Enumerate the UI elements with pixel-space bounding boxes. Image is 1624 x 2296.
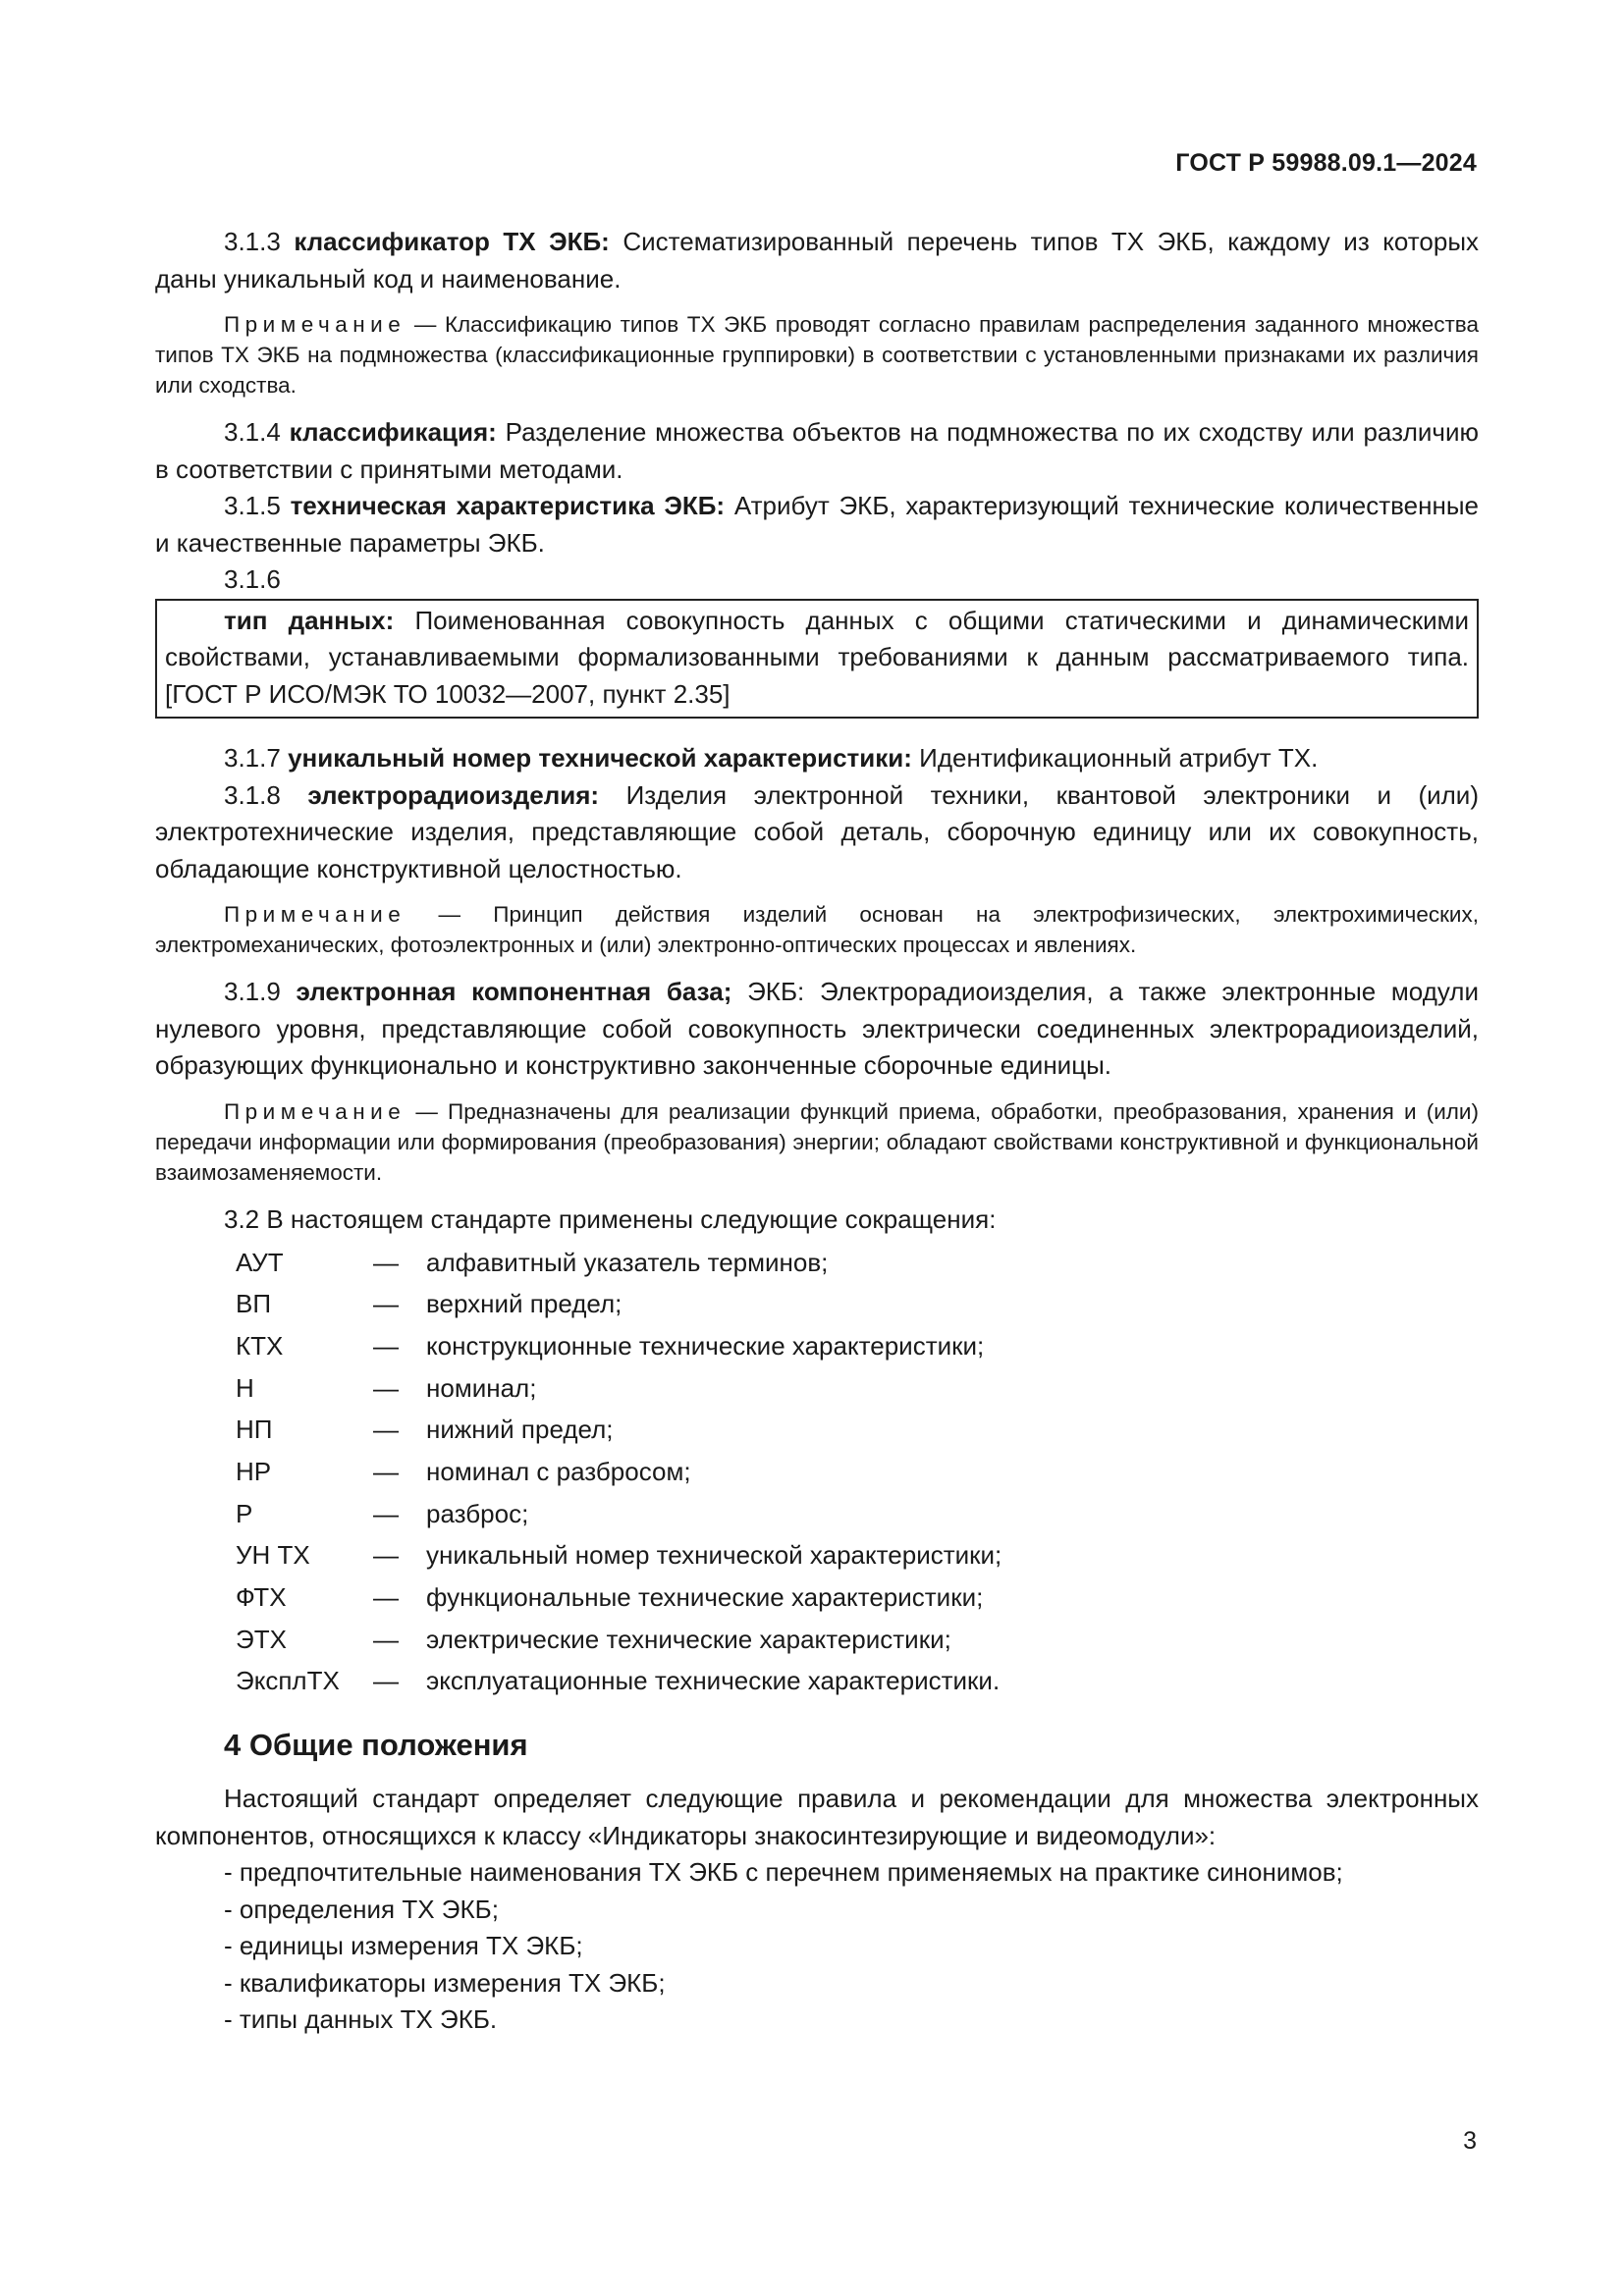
term: техническая характеристика ЭКБ: <box>290 491 726 520</box>
abbreviation-code: УН ТХ <box>236 1540 310 1571</box>
definition-text: Поименованная совокупность данных с общими статическими и динамическими свойствами, устанавливаемыми формализованными требованиями к данным рассматриваемого типа. [ГОСТ Р ИСО/МЭК ТО 10032—2007, пункт 2.35] <box>165 605 1469 709</box>
section-title: 4 Общие положения <box>224 1727 528 1762</box>
document-header: ГОСТ Р 59988.09.1—2024 <box>1175 149 1477 177</box>
term: электронная компонентная база; <box>296 977 732 1006</box>
abbreviation-code: ФТХ <box>236 1582 287 1613</box>
abbreviation-dash: — <box>373 1582 399 1613</box>
abbreviation-dash: — <box>373 1415 399 1445</box>
term: классификатор ТХ ЭКБ: <box>294 227 610 256</box>
list-item: - единицы измерения ТХ ЭКБ; <box>224 1931 583 1961</box>
abbreviation-row <box>236 1451 1479 1493</box>
abbreviation-code: ЭксплТХ <box>236 1666 340 1696</box>
abbreviation-code: ВП <box>236 1289 272 1319</box>
abbreviation-dash: — <box>373 1372 399 1403</box>
section-intro: Настоящий стандарт определяет следующие правила и рекомендации для множества электронных компонентов, относящихся к классу «Индикаторы знакосинтезирующие и видеомодули»: <box>155 1784 1479 1850</box>
abbreviation-code: НР <box>236 1457 272 1487</box>
definition-3-1-6 <box>165 603 1469 714</box>
note-2 <box>155 899 1479 960</box>
abbreviation-dash: — <box>373 1289 399 1319</box>
item-number: 3.1.7 <box>224 743 281 773</box>
document-body <box>155 224 1479 2039</box>
abbreviation-row <box>236 1325 1479 1367</box>
abbreviation-row <box>236 1661 1479 1703</box>
definition-text: Систематизированный перечень типов ТХ ЭКБ, каждому из которых даны уникальный код и наименование. <box>155 227 1480 294</box>
note-1 <box>155 309 1479 400</box>
abbreviation-dash: — <box>373 1624 399 1654</box>
abbreviation-dash: — <box>373 1330 399 1361</box>
term: уникальный номер технической характеристики: <box>288 743 912 773</box>
definition-text: Изделия электронной техники, квантовой электроники и (или) электротехнические изделия, представляющие собой деталь, сборочную единицу или их совокупность, обладающие конструктивной целостностью. <box>155 779 1479 883</box>
note-text: — Предназначены для реализации функций приема, обработки, преобразования, хранения и (или) передачи информации или формирования (преобразования) энергии; обладают свойствами конструктивной и функциональной взаимозаменяемости. <box>155 1098 1479 1185</box>
note-label: Примечание <box>224 312 406 337</box>
item-number: 3.1.9 <box>224 977 281 1006</box>
list-item: - предпочтительные наименования ТХ ЭКБ с перечнем применяемых на практике синонимов; <box>224 1857 1343 1888</box>
definition-text: Разделение множества объектов на подмножества по их сходству или различию в соответствии с принятыми методами. <box>155 417 1479 484</box>
abbreviations-list <box>236 1242 1479 1703</box>
abbreviation-row <box>236 1619 1479 1661</box>
note-label: Примечание <box>224 902 406 927</box>
list-item: - определения ТХ ЭКБ; <box>224 1894 499 1924</box>
note-label: Примечание <box>224 1098 406 1124</box>
abbreviation-row <box>236 1367 1479 1410</box>
term: электрорадиоизделия: <box>307 779 600 810</box>
list-item: - квалификаторы измерения ТХ ЭКБ; <box>224 1967 666 1998</box>
abbreviation-description: эксплуатационные технические характеристики. <box>426 1666 1001 1696</box>
item-number: 3.1.3 <box>224 227 281 256</box>
term: тип данных: <box>224 605 395 635</box>
item-number: 3.1.8 <box>224 779 281 810</box>
note-3 <box>155 1096 1479 1188</box>
abbreviation-description: разброс; <box>426 1498 529 1528</box>
term: классификация: <box>289 417 497 447</box>
abbreviation-dash: — <box>373 1666 399 1696</box>
list-item: - типы данных ТХ ЭКБ. <box>224 2004 498 2035</box>
page-number: 3 <box>1463 2127 1477 2155</box>
abbreviation-description: уникальный номер технической характеристики; <box>426 1540 1002 1571</box>
abbreviation-description: конструкционные технические характеристики; <box>426 1330 985 1361</box>
abbreviation-row <box>236 1493 1479 1535</box>
definition-3-1-5 <box>155 488 1479 561</box>
abbreviation-row <box>236 1284 1479 1326</box>
definition-3-1-3 <box>155 224 1479 297</box>
definition-text: Атрибут ЭКБ, характеризующий технические количественные и качественные параметры ЭКБ. <box>155 491 1479 558</box>
abbreviation-description: номинал; <box>426 1372 537 1403</box>
abbreviation-code: Р <box>236 1498 253 1528</box>
definition-box-3-1-6 <box>155 599 1479 720</box>
abbreviation-description: нижний предел; <box>426 1415 614 1445</box>
requirements-list <box>224 1854 1479 2039</box>
abbreviation-code: Н <box>236 1372 254 1403</box>
abbreviation-row <box>236 1535 1479 1577</box>
abbreviation-dash: — <box>373 1540 399 1571</box>
abbreviation-description: номинал с разбросом; <box>426 1457 691 1487</box>
item-number: 3.1.5 <box>224 491 281 520</box>
abbreviation-dash: — <box>373 1457 399 1487</box>
abbreviation-description: функциональные технические характеристики; <box>426 1582 984 1613</box>
definition-text: Идентификационный атрибут ТХ. <box>919 743 1319 773</box>
definition-3-1-7 <box>155 740 1479 777</box>
abbreviation-row <box>236 1410 1479 1452</box>
abbreviation-dash: — <box>373 1498 399 1528</box>
abbreviation-description: электрические технические характеристики; <box>426 1624 951 1654</box>
item-number: 3.1.4 <box>224 417 281 447</box>
abbreviation-dash: — <box>373 1247 399 1277</box>
definition-3-1-4 <box>155 414 1479 488</box>
abbreviation-description: верхний предел; <box>426 1289 623 1319</box>
abbreviation-code: КТХ <box>236 1330 284 1361</box>
definition-3-1-9 <box>155 974 1479 1085</box>
definition-3-1-8 <box>155 777 1479 888</box>
abbreviation-code: АУТ <box>236 1247 284 1277</box>
abbreviation-row <box>236 1577 1479 1620</box>
note-text: — Принцип действия изделий основан на электрофизических, электрохимических, электромеханических, фотоэлектронных и (или) электронно-оптических процессах и явлениях. <box>155 902 1479 957</box>
definition-text: ЭКБ: Электрорадиоизделия, а также электронные модули нулевого уровня, представляющие собой совокупность электрически соединенных электрорадиоизделий, образующих функционально и конструктивно законченные сборочные единицы. <box>155 977 1479 1080</box>
abbreviation-code: ЭТХ <box>236 1624 287 1654</box>
abbreviation-description: алфавитный указатель терминов; <box>426 1247 829 1277</box>
item-number-3-1-6: 3.1.6 <box>224 564 281 594</box>
abbreviations-intro: 3.2 В настоящем стандарте применены следующие сокращения: <box>224 1203 997 1234</box>
abbreviation-code: НП <box>236 1415 273 1445</box>
abbreviation-row <box>236 1242 1479 1284</box>
note-text: — Классификацию типов ТХ ЭКБ проводят согласно правилам распределения заданного множества типов ТХ ЭКБ на подмножества (классификационные группировки) в соответствии с установленными признаками их различия или сходства. <box>155 312 1479 398</box>
